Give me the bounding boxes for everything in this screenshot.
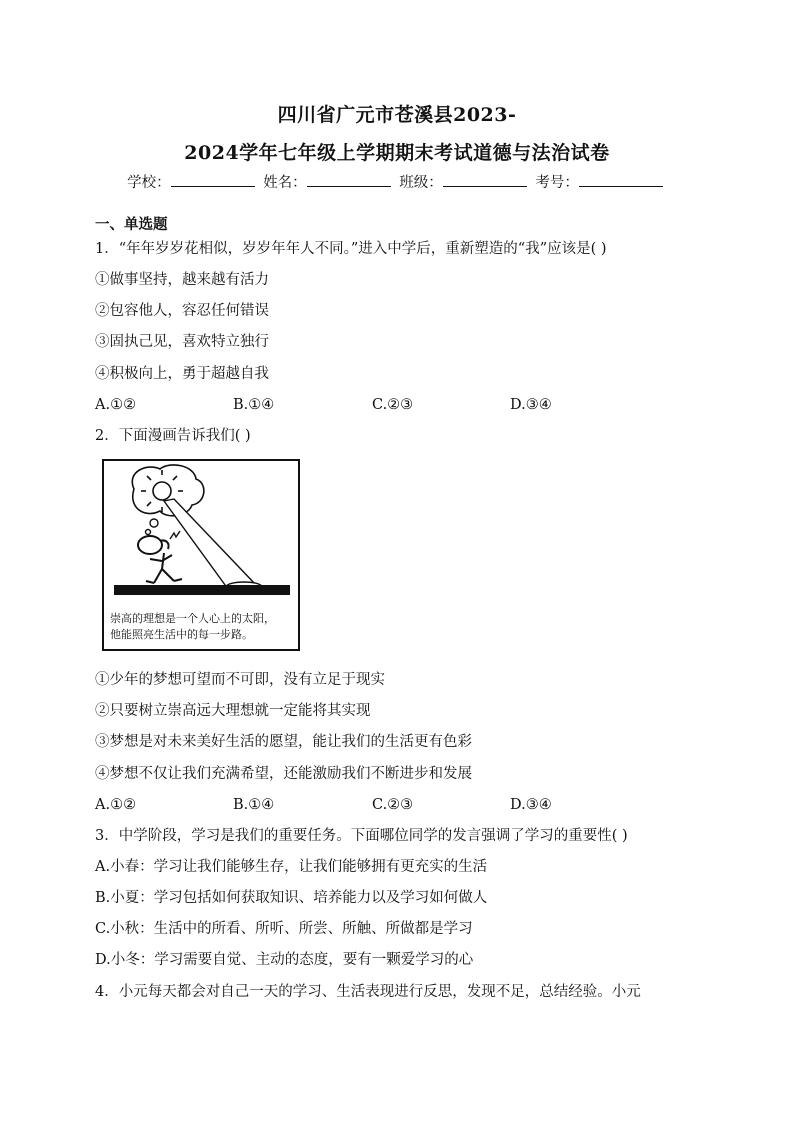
- question-2-stem: 2．下面漫画告诉我们( ): [95, 428, 251, 444]
- q1-option-a[interactable]: A.①②: [95, 397, 137, 413]
- q3-option-b[interactable]: B.小夏：学习包括如何获取知识、培养能力以及学习如何做人: [95, 890, 488, 906]
- cartoon-image: [102, 459, 300, 651]
- q1-option-c[interactable]: C.②③: [372, 397, 414, 413]
- cartoon-drawing: [104, 461, 298, 611]
- school-blank[interactable]: [171, 172, 255, 187]
- q3-option-a[interactable]: A.小春：学习让我们能够生存，让我们能够拥有更充实的生活: [95, 859, 488, 875]
- ground: [114, 585, 290, 595]
- section-heading: 一、单选题: [95, 216, 168, 233]
- exam-title-line2: 2024学年七年级上学期期末考试道德与法治试卷: [184, 142, 610, 164]
- q2-option-d[interactable]: D.③④: [510, 797, 552, 813]
- q2-option-a[interactable]: A.①②: [95, 797, 137, 813]
- q2-statement-4: ④梦想不仅让我们充满希望，还能激励我们不断进步和发展: [95, 766, 472, 782]
- q3-option-c[interactable]: C.小秋：生活中的所看、所听、所尝、所触、所做都是学习: [95, 921, 473, 937]
- exam-number-blank[interactable]: [579, 172, 663, 187]
- caption-line-1: 崇高的理想是一个人心上的太阳，: [110, 612, 275, 625]
- caption-line-2: 他能照亮生活中的每一步路。: [110, 628, 253, 641]
- q2-statement-2: ②只要树立崇高远大理想就一定能将其实现: [95, 703, 371, 719]
- name-label: 姓名：: [263, 175, 307, 191]
- q1-option-b[interactable]: B.①④: [233, 397, 275, 413]
- class-blank[interactable]: [443, 172, 527, 187]
- q3-option-d[interactable]: D.小冬：学习需要自觉、主动的态度，要有一颗爱学习的心: [95, 952, 474, 968]
- school-label: 学校：: [127, 175, 171, 191]
- q1-statement-2: ②包容他人，容忍任何错误: [95, 303, 269, 319]
- q2-option-b[interactable]: B.①④: [233, 797, 275, 813]
- q2-statement-1: ①少年的梦想可望而不可即，没有立足于现实: [95, 672, 385, 688]
- exam-title-line1: 四川省广元市苍溪县2023-: [277, 104, 517, 126]
- q1-option-d[interactable]: D.③④: [510, 397, 552, 413]
- q1-statement-1: ①做事坚持，越来越有活力: [95, 272, 269, 288]
- q1-statement-3: ③固执己见，喜欢特立独行: [95, 334, 269, 350]
- q2-statement-3: ③梦想是对未来美好生活的愿望，能让我们的生活更有色彩: [95, 734, 472, 750]
- running-boy-icon: [138, 531, 182, 583]
- cartoon-caption: [110, 611, 296, 643]
- student-info-fields: [0, 171, 794, 192]
- name-blank[interactable]: [307, 172, 391, 187]
- q1-statement-4: ④积极向上，勇于超越自我: [95, 366, 269, 382]
- exam-number-label: 考号：: [535, 175, 579, 191]
- question-1-stem: 1．“年年岁岁花相似，岁岁年年人不同。”进入中学后，重新塑造的“我”应该是( ): [95, 241, 607, 257]
- class-label: 班级：: [399, 175, 443, 191]
- question-4-stem: 4．小元每天都会对自己一天的学习、生活表现进行反思，发现不足，总结经验。小元: [95, 984, 641, 1000]
- q2-option-c[interactable]: C.②③: [372, 797, 414, 813]
- question-3-stem: 3．中学阶段，学习是我们的重要任务。下面哪位同学的发言强调了学习的重要性( ): [95, 828, 628, 844]
